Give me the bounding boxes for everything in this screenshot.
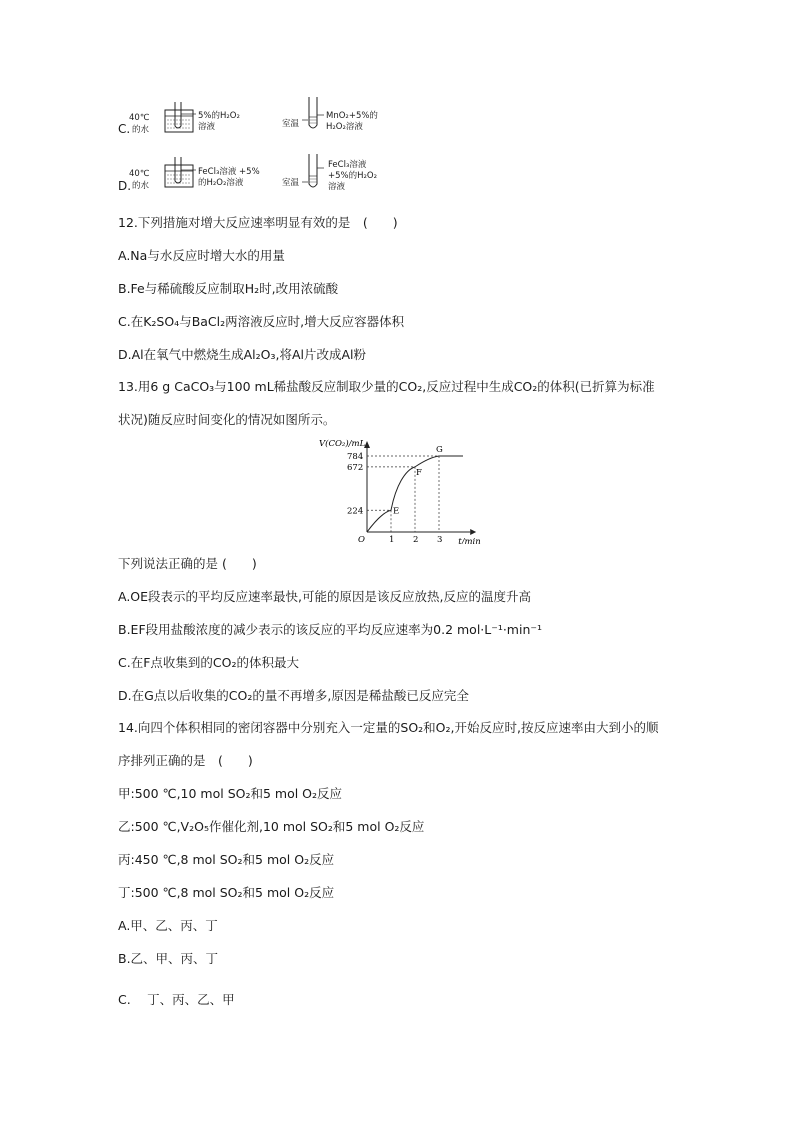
q12-stem: 12.下列措施对增大反应速率明显有效的是 ( ) [118, 215, 398, 230]
q13-stem-line-2: 状况)随反应时间变化的情况如图所示。 [118, 412, 336, 427]
y-tick-label: 672 [347, 462, 364, 473]
q14-condition-jia: 甲:500 ℃,10 mol SO₂和5 mol O₂反应 [118, 786, 343, 801]
figure-c-right-label-1: MnO₂+5%的 [326, 111, 378, 121]
q12-option-c: C.在K₂SO₄与BaCl₂两溶液反应时,增大反应容器体积 [118, 314, 405, 329]
figure-d-option-letter: D. [118, 179, 132, 193]
y-axis-label: V(CO₂)/mL [319, 439, 366, 449]
x-tick-label: 1 [389, 535, 395, 544]
figure-d-right-label-2: +5%的H₂O₂ [328, 171, 378, 181]
point-label-E: E [393, 506, 400, 517]
figure-c-left-label-2: 溶液 [198, 122, 216, 132]
q13-stem-line-1: 13.用6 g CaCO₃与100 mL稀盐酸反应制取少量的CO₂,反应过程中生成CO₂的体积(已折算为标准 [118, 379, 655, 394]
q14-option-c: C. 丁、丙、乙、甲 [118, 992, 235, 1007]
figure-c-left-label-1: 5%的H₂O₂ [198, 111, 240, 121]
test-tube-icon [302, 152, 324, 192]
q13-option-a: A.OE段表示的平均反应速率最快,可能的原因是该反应放热,反应的温度升高 [118, 589, 531, 604]
figure-c-right-label-2: H₂O₂溶液 [326, 122, 363, 132]
figure-d-right-label-3: 溶液 [328, 182, 346, 192]
figure-d-left-label-1: FeCl₃溶液 +5% [198, 167, 260, 177]
q13-option-b: B.EF段用盐酸浓度的减少表示的该反应的平均反应速率为0.2 mol·L⁻¹·min⁻¹ [118, 622, 542, 637]
x-axis-label: t/min [458, 537, 481, 544]
figure-c-left-water: 的水 [132, 125, 150, 135]
q12-option-d: D.Al在氧气中燃烧生成Al₂O₃,将Al片改成Al粉 [118, 347, 367, 362]
q13-option-c: C.在F点收集到的CO₂的体积最大 [118, 655, 299, 670]
q14-option-b: B.乙、甲、丙、丁 [118, 951, 219, 966]
figure-d-right-room: 室温 [282, 178, 300, 188]
figure-d-left-water: 的水 [132, 181, 150, 191]
point-label-F: F [416, 467, 422, 478]
q13-option-d: D.在G点以后收集的CO₂的量不再增多,原因是稀盐酸已反应完全 [118, 688, 469, 703]
q14-stem-line-2: 序排列正确的是 ( ) [118, 753, 253, 768]
beaker-with-test-tube-icon [162, 155, 198, 189]
beaker-with-test-tube-icon [162, 100, 198, 134]
q14-condition-ding: 丁:500 ℃,8 mol SO₂和5 mol O₂反应 [118, 885, 335, 900]
point-label-G: G [436, 445, 443, 455]
co2-volume-time-chart [315, 436, 485, 544]
test-tube-icon [302, 95, 324, 133]
y-tick-label: 224 [347, 506, 364, 517]
q14-condition-bing: 丙:450 ℃,8 mol SO₂和5 mol O₂反应 [118, 852, 335, 867]
figure-d-right-label-1: FeCl₃溶液 [328, 160, 367, 170]
figure-d-left-temp: 40℃ [129, 169, 150, 179]
figure-d-left-label-2: 的H₂O₂溶液 [198, 178, 244, 188]
x-axis-arrow [470, 529, 476, 535]
q12-option-a: A.Na与水反应时增大水的用量 [118, 248, 285, 263]
x-tick-label: 2 [413, 535, 419, 544]
q14-condition-yi: 乙:500 ℃,V₂O₅作催化剂,10 mol SO₂和5 mol O₂反应 [118, 819, 425, 834]
q12-option-b: B.Fe与稀硫酸反应制取H₂时,改用浓硫酸 [118, 281, 339, 296]
y-tick-label: 784 [347, 452, 364, 462]
figure-c-option-letter: C. [118, 122, 131, 136]
q14-stem-line-1: 14.向四个体积相同的密闭容器中分别充入一定量的SO₂和O₂,开始反应时,按反应速率由大到小的顺 [118, 720, 659, 735]
figure-c-right-room: 室温 [282, 119, 300, 129]
q13-ask: 下列说法正确的是 ( ) [118, 556, 257, 571]
origin-label: O [358, 535, 365, 544]
x-tick-label: 3 [437, 535, 443, 544]
q14-option-a: A.甲、乙、丙、丁 [118, 918, 218, 933]
figure-c-left-temp: 40℃ [129, 113, 150, 123]
